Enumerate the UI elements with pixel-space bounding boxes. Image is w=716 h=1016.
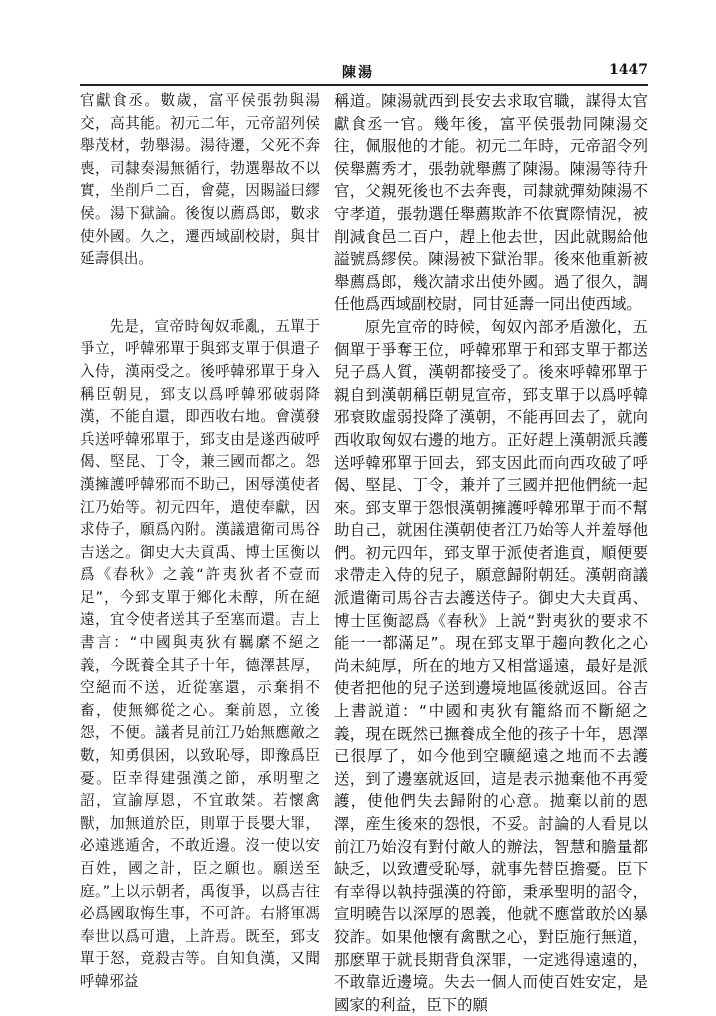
header-rule [80, 84, 648, 86]
classical-paragraph-1: 官獻食丞。數歲，富平侯張勃與湯交，高其能。初元二年，元帝詔列侯舉茂材，勃舉湯。湯待遷，父死不奔喪，司隸奏湯無循行，勃選舉故不以實，坐削戶二百，會薨，因賜謚曰繆侯。湯下獄論。後復以薦爲郎，數求使外國。久之，遷西域副校尉，與甘延壽俱出。 [80, 92, 320, 268]
translation-paragraph-2: 原先宣帝的時候，匈奴內部矛盾激化，五個單于爭奪王位，呼韓邪單于和郅支單于都送兒子爲人質，漢朝都接受了。後來呼韓邪單于親自到漢朝稱臣朝見宣帝，郅支單于以爲呼韓邪衰敗虛弱投降了漢朝，不能再回去了，就向西收取匈奴右邊的地方。正好趕上漢朝派兵護送呼韓邪單于回去，郅支因此而向西攻破了呼偈、堅昆、丁令，兼并了三國并把他們統一起來。郅支單于怨恨漢朝擁護呼韓邪單于而不幫助自己，就困住漢朝使者江乃始等人并羞辱他們。初元四年，郅支單于派使者進貢，順便要求帶走入侍的兒子，願意歸附朝廷。漢朝商議派遣衛司馬谷吉去護送侍子。御史大夫貢禹、博士匡衡認爲《春秋》上説“對夷狄的要求不能一一都滿足”。現在郅支單于趨向教化之心尚未純厚，所在的地方又相當遥遠，最好是派使者把他的兒子送到邊境地區後就返回。谷吉上書説道：“中國和夷狄有籠絡而不斷絕之義，現在既然已撫養成全他的孩子十年，恩澤已很厚了，如今他到空曠絕遠之地而不去護送，到了邊塞就返回，這是表示拋棄他不再愛護，使他們失去歸附的心意。拋棄以前的恩澤，産生後來的怨恨，不妥。討論的人看見以前江乃始沒有對付敵人的辦法，智慧和膽量都缺乏，以致遭受恥辱，就事先替臣擔憂。臣下有幸得以執持强漢的符節，秉承聖明的詔令，宣明曉告以深厚的恩義，他就不應當敢於凶暴狡詐。如果他懷有禽獸之心，對臣施行無道，那麽單于就長期背負深罪，一定逃得遠遠的，不敢靠近邊境。失去一個人而使百姓安定，是國家的利益，臣下的願 [334, 317, 648, 1014]
translation-column [334, 90, 648, 1016]
running-header [80, 62, 648, 84]
paragraph-gap [80, 271, 320, 316]
page-number: 1447 [609, 62, 648, 78]
chapter-title: 陳湯 [342, 65, 374, 81]
classical-text-column [80, 90, 320, 994]
translation-paragraph-1: 稱道。陳湯就西到長安去求取官職，謀得太官獻食丞一官。幾年後，富平侯張勃同陳湯交往，佩服他的才能。初元二年時，元帝詔令列侯舉薦秀才，張勃就舉薦了陳湯。陳湯等待升官，父親死後也不去奔喪，司隸就彈劾陳湯不守孝道，張勃選任舉薦欺詐不依實際情況，被削減食邑二百户，趕上他去世，因此就賜給他謚號爲繆侯。陳湯被下獄治罪。後來他重新被舉薦爲郎，幾次請求出使外國。過了很久，調任他爲西域副校尉，同甘延壽一同出使西域。 [334, 92, 648, 314]
classical-paragraph-2: 先是，宣帝時匈奴乖亂，五單于爭立，呼韓邪單于與郅支單于俱遣子入侍，漢兩受之。後呼韓邪單于身入稱臣朝見，郅支以爲呼韓邪破弱降漢，不能自還，即西收右地。會漢發兵送呼韓邪單于，郅支由是遂西破呼偈、堅昆、丁令，兼三國而都之。怨漢擁護呼韓邪而不助己，困辱漢使者江乃始等。初元四年，遣使奉獻，因求侍子，願爲內附。漢議遣衛司馬谷吉送之。御史大夫貢禹、博士匡衡以爲《春秋》之義“許夷狄者不壹而足”，今郅支單于鄉化未醇，所在絕遠，宜令使者送其子至塞而還。吉上書言：“中國與夷狄有羈縻不絕之義，今既養全其子十年，德澤甚厚，空絕而不送，近從塞還，示棄捐不畜，使無鄉從之心。棄前恩，立後怨，不便。議者見前江乃始無應敵之數，知勇俱困，以致恥辱，即豫爲臣憂。臣幸得建强漢之節，承明聖之詔，宣諭厚恩，不宜敢桀。若懷禽獸，加無道於臣，則單于長嬰大罪，必遠逃遁舍，不敢近邊。沒一使以安百姓，國之計，臣之願也。願送至庭。”上以示朝者，禹復爭，以爲吉往必爲國取悔生事，不可許。右將軍馮奉世以爲可遣，上許焉。既至，郅支單于怒，竟殺吉等。自知負漢，又聞呼韓邪益 [80, 317, 320, 990]
